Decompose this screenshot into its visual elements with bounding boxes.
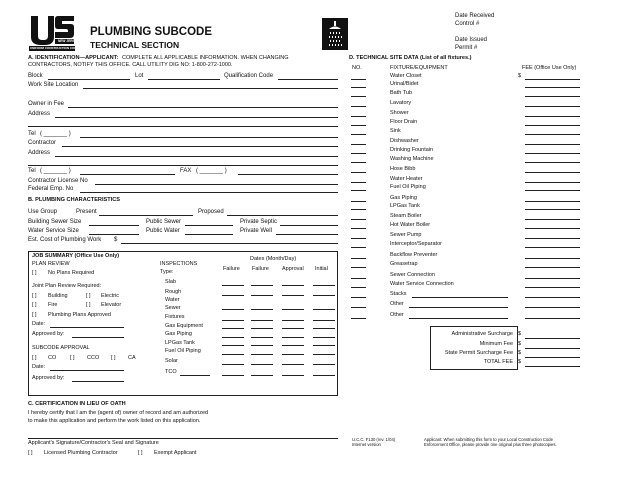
plan-approved-by-label: Approved by: (32, 331, 65, 337)
inspection-type-label: Water (165, 297, 180, 303)
inspection-type-label: Sewer (165, 305, 181, 311)
fixture-fee-field[interactable] (525, 307, 580, 308)
building-sewer-label: Building Sewer Size (28, 219, 82, 225)
no-column-header: NO. (352, 65, 362, 71)
public-water-field[interactable] (185, 234, 233, 235)
elevator-checkbox[interactable]: [ ] (86, 302, 91, 308)
tco-field[interactable] (180, 375, 210, 376)
fixture-count-field[interactable] (351, 96, 366, 97)
licensed-checkbox[interactable]: [ ] (28, 450, 33, 456)
fixture-label: Fuel Oil Piping (390, 184, 426, 190)
inspection-date-field[interactable] (251, 375, 273, 376)
fax-field[interactable] (238, 174, 338, 175)
fixture-label: Water Closet (390, 73, 422, 79)
state-surcharge-dollar: $ (518, 350, 522, 356)
use-group-label: Use Group (28, 209, 58, 215)
inspection-date-field[interactable] (222, 320, 244, 321)
fixture-fee-field[interactable] (525, 209, 580, 210)
cco-checkbox[interactable]: [ ] (70, 355, 75, 361)
fixture-count-field[interactable] (351, 318, 366, 319)
fixture-count-field[interactable] (351, 153, 366, 154)
fixture-fee-field[interactable] (525, 172, 580, 173)
fixture-fee-field[interactable] (525, 106, 580, 107)
fixture-label: Stacks (390, 291, 407, 297)
fixture-count-field[interactable] (351, 134, 366, 135)
fixture-label: Urinal/Bidet (390, 81, 419, 87)
block-field[interactable] (48, 79, 130, 80)
certification-text-2: to make this application and perform the work listed on this application. (28, 418, 201, 424)
section-d-title: D. TECHNICAL SITE DATA (List of all fixtures.) (349, 55, 472, 61)
subcode-approval-label: SUBCODE APPROVAL (32, 345, 90, 351)
fixture-label: Washing Machine (390, 156, 434, 162)
federal-label: Federal Emp. No (28, 186, 74, 192)
work-site-label: Work Site Location (28, 82, 79, 88)
no-plans-checkbox[interactable]: [ ] (32, 270, 37, 276)
fixture-count-field[interactable] (351, 190, 366, 191)
dates-header: Dates (Month/Day) (250, 256, 297, 262)
fax-label: FAX (180, 168, 192, 174)
lot-label: Lot (135, 73, 144, 79)
fixture-label: Water Heater (390, 176, 423, 182)
minimum-fee-dollar: $ (518, 341, 522, 347)
owner-tel-field[interactable] (80, 137, 338, 138)
plumbing-plans-label: Plumbing Plans Approved (48, 312, 111, 318)
fixture-label: Hot Water Boiler (390, 222, 431, 228)
building-sewer-field[interactable] (89, 225, 139, 226)
contractor-address-field[interactable] (55, 156, 338, 157)
fixture-count-field[interactable] (351, 297, 366, 298)
public-sewer-field[interactable] (185, 225, 233, 226)
inspection-date-field[interactable] (282, 375, 304, 376)
section-c-title: C. CERTIFICATION IN LIEU OF OATH (28, 401, 126, 407)
fixture-label: Gas Piping (390, 195, 417, 201)
inspection-date-field[interactable] (251, 364, 273, 365)
electric-checkbox[interactable]: [ ] (86, 293, 91, 299)
water-service-label: Water Service Size (28, 228, 79, 234)
form-number: U.C.C. F130 (rev. 1/04) (352, 437, 396, 442)
fixture-fee-field[interactable] (525, 267, 580, 268)
fixture-count-field[interactable] (351, 247, 366, 248)
fixture-fee-field[interactable] (525, 116, 580, 117)
work-site-field[interactable] (83, 88, 338, 89)
plan-review-label: PLAN REVIEW (32, 261, 70, 267)
inspection-date-field[interactable] (251, 320, 273, 321)
qualification-code-label: Qualification Code (224, 73, 274, 79)
inspection-date-field[interactable] (313, 337, 335, 338)
signature-line[interactable] (28, 438, 338, 439)
fee-column-header: FEE (Office Use Only) (522, 65, 577, 71)
lot-field[interactable] (148, 79, 220, 80)
inspection-date-field[interactable] (282, 309, 304, 310)
inspection-date-field[interactable] (282, 345, 304, 346)
inspection-date-field[interactable] (251, 285, 273, 286)
inspection-date-field[interactable] (222, 364, 244, 365)
est-cost-label: Est. Cost of Plumbing Work (28, 237, 102, 243)
section-a-instructions-2: CONTRACTORS, NOTIFY THIS OFFICE. CALL UTILITY DIG NO: 1-800-272-1000. (28, 62, 233, 68)
inspection-type-label: Gas Piping (165, 331, 192, 337)
exempt-checkbox[interactable]: [ ] (138, 450, 143, 456)
inspection-date-field[interactable] (282, 295, 304, 296)
admin-surcharge-label: Administrative Surcharge (451, 331, 513, 337)
total-fee-dollar: $ (518, 359, 522, 365)
date-received-label: Date Received (455, 13, 495, 19)
fixture-count-field[interactable] (351, 219, 366, 220)
contractor-address-label: Address (28, 150, 51, 156)
federal-field[interactable] (80, 192, 338, 193)
inspection-date-field[interactable] (313, 375, 335, 376)
inspection-date-field[interactable] (282, 285, 304, 286)
inspection-type-label: Fuel Oil Piping (165, 348, 201, 354)
fixture-label: Hose Bibb (390, 166, 416, 172)
fixture-column-header: FIXTURE/EQUIPMENT (390, 65, 448, 71)
fixture-fee-field[interactable] (525, 125, 580, 126)
public-water-label: Public Water (146, 228, 180, 234)
inspection-date-field[interactable] (222, 375, 244, 376)
inspection-date-field[interactable] (313, 364, 335, 365)
owner-tel-label: Tel (28, 131, 36, 137)
contractor-field[interactable] (62, 146, 338, 147)
inspection-type-label: Gas Equipment (165, 323, 203, 329)
license-label: Contractor License No (28, 178, 88, 184)
fixture-count-field[interactable] (351, 201, 366, 202)
fixture-label: Other (390, 312, 404, 318)
form-title: PLUMBING SUBCODE (90, 26, 213, 38)
present-label: Present (76, 209, 97, 215)
contractor-tel-field[interactable] (80, 174, 175, 175)
proposed-label: Proposed (198, 209, 224, 215)
logo-subtext: UNIFORM CONSTRUCTION CODE (30, 46, 79, 50)
admin-surcharge-dollar: $ (518, 331, 522, 337)
fixture-fee-field[interactable] (525, 219, 580, 220)
fixture-detail-field[interactable] (409, 307, 508, 308)
inspection-date-field[interactable] (222, 295, 244, 296)
fixture-label: LPGas Tank (390, 203, 420, 209)
minimum-fee-label: Minimum Fee (479, 341, 513, 347)
fire-label: Fire (48, 302, 58, 308)
subcode-approved-by-field[interactable] (72, 381, 124, 382)
date-issued-label: Date Issued (455, 37, 488, 43)
minimum-fee-field[interactable] (525, 348, 580, 349)
fixture-fee-field[interactable] (525, 238, 580, 239)
fixture-fee-field[interactable] (525, 162, 580, 163)
col-failure-1: Failure (223, 266, 240, 272)
fixture-label: Backflow Preventer (390, 252, 438, 258)
private-septic-field[interactable] (280, 225, 338, 226)
est-cost-dollar: $ (114, 237, 118, 243)
fixture-label: Drinking Fountain (390, 147, 434, 153)
certification-text-1: I hereby certify that I am the (agent of) owner of record and am authorized (28, 410, 209, 416)
inspection-date-field[interactable] (313, 320, 335, 321)
fixture-count-field[interactable] (351, 238, 366, 239)
fixture-count-field[interactable] (351, 287, 366, 288)
fixture-fee-field[interactable] (525, 297, 580, 298)
water-service-field[interactable] (89, 234, 139, 235)
inspection-type-label: Slab (165, 279, 177, 285)
inspection-date-field[interactable] (313, 285, 335, 286)
present-field[interactable] (99, 215, 193, 216)
ca-checkbox[interactable]: [ ] (111, 355, 116, 361)
fixture-detail-field[interactable] (412, 297, 508, 298)
inspection-date-field[interactable] (222, 285, 244, 286)
fixture-count-field[interactable] (351, 172, 366, 173)
inspections-label: INSPECTIONS (160, 261, 198, 267)
fixture-label: Floor Drain (390, 119, 418, 125)
fixture-label: Sewer Connection (390, 272, 435, 278)
fixture-fee-field[interactable] (525, 134, 580, 135)
logo-text: NEW JERSEY (58, 39, 79, 43)
fixture-fee-field[interactable] (525, 87, 580, 88)
fire-checkbox[interactable]: [ ] (32, 302, 37, 308)
licensed-label: Licensed Plumbing Contractor (44, 450, 118, 456)
fixture-label: Interceptor/Separator (390, 241, 442, 247)
owner-tel-area: ( _______ ) (40, 131, 71, 137)
co-label: CO (48, 355, 57, 361)
subcode-approved-by-label: Approved by: (32, 375, 65, 381)
fixture-count-field[interactable] (351, 278, 366, 279)
proposed-field[interactable] (227, 215, 338, 216)
fixture-label: Bath Tub (390, 90, 413, 96)
est-cost-field[interactable] (121, 243, 338, 244)
inspection-date-field[interactable] (313, 354, 335, 355)
public-sewer-label: Public Sewer (146, 219, 182, 225)
private-septic-label: Private Septic (240, 219, 278, 225)
fixture-label: Sink (390, 128, 401, 134)
form-subtitle: TECHNICAL SECTION (90, 40, 180, 50)
form-version: Internet version (352, 442, 381, 447)
col-failure-2: Failure (252, 266, 269, 272)
fixture-count-field[interactable] (351, 116, 366, 117)
fixture-count-field[interactable] (351, 209, 366, 210)
owner-address-field[interactable] (55, 117, 338, 118)
contractor-label: Contractor (28, 140, 57, 146)
fee-dollar-sign: $ (518, 73, 522, 79)
fixture-fee-field[interactable] (525, 278, 580, 279)
inspection-date-field[interactable] (251, 328, 273, 329)
inspection-date-field[interactable] (251, 345, 273, 346)
inspection-date-field[interactable] (313, 328, 335, 329)
no-plans-label: No Plans Required (48, 270, 95, 276)
fixture-label: Greasetrap (390, 261, 418, 267)
section-a-instructions-1: COMPLETE ALL APPLICABLE INFORMATION. WHEN CHANGING (122, 55, 289, 61)
fixture-label: Steam Boiler (390, 213, 422, 219)
col-approval: Approval (282, 266, 304, 272)
fixture-label: Lavatory (390, 100, 412, 106)
fixture-fee-field[interactable] (525, 201, 580, 202)
permit-number-label: Permit # (455, 45, 478, 51)
fixture-fee-field[interactable] (525, 287, 580, 288)
fixture-count-field[interactable] (351, 125, 366, 126)
fixture-count-field[interactable] (351, 162, 366, 163)
contractor-address-line-2[interactable] (28, 165, 338, 166)
block-label: Block (28, 73, 43, 79)
inspections-type-label: Type: (160, 269, 174, 275)
state-surcharge-field[interactable] (525, 357, 580, 358)
inspection-type-label: TCO (165, 369, 177, 375)
admin-surcharge-field[interactable] (525, 338, 580, 339)
plan-date-field[interactable] (50, 327, 124, 328)
fixture-fee-field[interactable] (525, 258, 580, 259)
cco-label: CCO (87, 355, 100, 361)
fixture-count-field[interactable] (351, 182, 366, 183)
fixture-count-field[interactable] (351, 258, 366, 259)
subcode-date-label: Date: (32, 364, 46, 370)
inspection-date-field[interactable] (251, 354, 273, 355)
owner-address-line-2[interactable] (28, 126, 338, 127)
ca-label: CA (128, 355, 136, 361)
section-b-title: B. PLUMBING CHARACTERISTICS (28, 197, 120, 203)
inspection-date-field[interactable] (282, 328, 304, 329)
owner-address-label: Address (28, 111, 51, 117)
fixture-label: Water Service Connection (390, 281, 454, 287)
qualification-code-field[interactable] (278, 79, 338, 80)
inspection-date-field[interactable] (222, 328, 244, 329)
subcode-date-field[interactable] (50, 370, 124, 371)
fixture-label: Shower (390, 110, 409, 116)
owner-field[interactable] (68, 107, 338, 108)
fixture-label: Other (390, 301, 404, 307)
fixture-count-field[interactable] (351, 106, 366, 107)
inspection-type-label: LPGas Tank (165, 340, 195, 346)
control-number-label: Control # (455, 21, 480, 27)
plan-approved-by-field[interactable] (72, 337, 124, 338)
fixture-fee-field[interactable] (525, 190, 580, 191)
inspection-date-field[interactable] (313, 295, 335, 296)
inspection-date-field[interactable] (222, 309, 244, 310)
col-initial: Initial (315, 266, 328, 272)
fixture-label: Dishwasher (390, 138, 419, 144)
plumbing-plans-checkbox[interactable]: [ ] (32, 312, 37, 318)
inspection-date-field[interactable] (282, 354, 304, 355)
co-checkbox[interactable]: [ ] (32, 355, 37, 361)
fixture-fee-field[interactable] (525, 182, 580, 183)
elevator-label: Elevator (101, 302, 122, 308)
inspection-date-field[interactable] (222, 354, 244, 355)
plan-date-label: Date: (32, 321, 46, 327)
inspection-type-label: Solar (165, 358, 178, 364)
inspection-date-field[interactable] (313, 309, 335, 310)
fixture-count-field[interactable] (351, 144, 366, 145)
exempt-label: Exempt Applicant (154, 450, 197, 456)
contractor-tel-label: Tel (28, 168, 36, 174)
shower-icon (322, 18, 348, 50)
building-label: Building (48, 293, 68, 299)
owner-label: Owner in Fee (28, 101, 65, 107)
fixture-count-field[interactable] (351, 79, 366, 80)
inspection-type-label: Fixtures (165, 314, 185, 320)
fixture-fee-field[interactable] (525, 318, 580, 319)
fixture-fee-field[interactable] (525, 79, 580, 80)
inspection-date-field[interactable] (251, 309, 273, 310)
private-well-field[interactable] (276, 234, 338, 235)
fixture-detail-field[interactable] (409, 318, 508, 319)
fixture-count-field[interactable] (351, 307, 366, 308)
inspection-date-field[interactable] (222, 337, 244, 338)
inspection-date-field[interactable] (313, 345, 335, 346)
fixture-count-field[interactable] (351, 228, 366, 229)
contractor-tel-area: ( _______ ) (40, 168, 71, 174)
inspection-type-label: Rough (165, 289, 182, 295)
inspection-date-field[interactable] (282, 337, 304, 338)
inspection-date-field[interactable] (251, 295, 273, 296)
total-fee-field[interactable] (525, 366, 580, 367)
fixture-count-field[interactable] (351, 87, 366, 88)
fixture-fee-field[interactable] (525, 247, 580, 248)
license-field[interactable] (95, 184, 338, 185)
fixture-fee-field[interactable] (525, 144, 580, 145)
building-checkbox[interactable]: [ ] (32, 293, 37, 299)
fixture-count-field[interactable] (351, 267, 366, 268)
inspection-date-field[interactable] (251, 337, 273, 338)
signature-label: Applicant's Signature/Contractor's Seal and Signature (28, 440, 159, 446)
state-surcharge-label: State Permit Surcharge Fee (444, 350, 513, 356)
job-summary-title: JOB SUMMARY (Office Use Only) (32, 253, 120, 259)
private-well-label: Private Well (240, 228, 272, 234)
fixture-fee-field[interactable] (525, 96, 580, 97)
joint-review-label: Joint Plan Review Required: (32, 283, 102, 289)
fixture-fee-field[interactable] (525, 228, 580, 229)
fixture-label: Sewer Pump (390, 232, 422, 238)
fax-area: ( _______ ) (196, 168, 227, 174)
total-fee-label: TOTAL FEE (483, 359, 513, 365)
footer-note-2: Enforcement Office, please provide one original plus three photocopies. (424, 442, 557, 447)
section-a-title: A. IDENTIFICATION—APPLICANT: (28, 55, 119, 61)
footer-note-1: Applicant: When submitting this form to your Local Construction Code (424, 437, 553, 442)
fixture-fee-field[interactable] (525, 153, 580, 154)
inspection-date-field[interactable] (282, 364, 304, 365)
inspection-date-field[interactable] (282, 320, 304, 321)
inspection-date-field[interactable] (222, 345, 244, 346)
electric-label: Electric (101, 293, 120, 299)
